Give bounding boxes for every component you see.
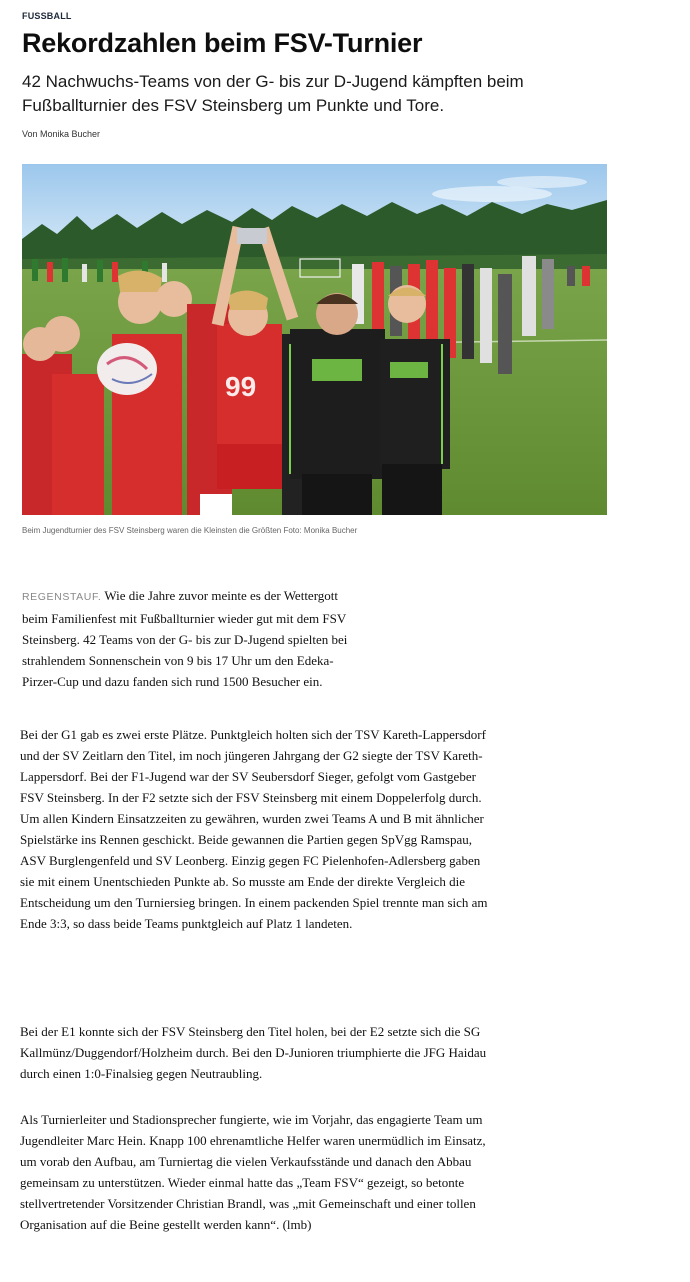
category-kicker[interactable]: FUSSBALL — [22, 11, 72, 21]
body-paragraph-2: Bei der G1 gab es zwei erste Plätze. Punktgleich holten sich der TSV Kareth-Lappersdorf und der SV Zeitlarn den Titel, im noch jüngeren Jahrgang der G2 siegte der TSV Kareth-Lappersdorf. Bei der F1-Jugend war der SV Seubersdorf Sieger, gefolgt vom Gastgeber FSV Steinsberg. In der F2 setzte sich der FSV Steinsberg mit einem Doppelerfolg durch. Um allen Kindern Einsatzzeiten zu gewähren, wurden zwei Teams A und B mit ähnlicher Spielstärke ins Rennen geschickt. Beide gewannen die Partien gegen SpVgg Ramspau, ASV Burglengenfeld und SV Leonberg. Einzig gegen FC Pielenhofen-Adlersberg gaben sie mit einem Unentschieden Punkte ab. So musste am Ende der direkte Vergleich die Entscheidung um den Turniersieg bringen. In einem packenden Spiel trennte man sich am Ende 3:3, so dass beide Teams punktgleich auf Platz 1 landeten. — [20, 727, 488, 931]
body-paragraph-3: Bei der E1 konnte sich der FSV Steinsberg den Titel holen, bei der E2 setzte sich die SG Kallmünz/Duggendorf/Holzheim durch. Bei den D-Junioren triumphierte die JFG Haidau durch einen 1:0-Finalsieg gegen Neutraubling. — [20, 1024, 487, 1081]
body-paragraph-1 — [22, 585, 367, 692]
article-photo[interactable] — [22, 164, 607, 515]
dateline: REGENSTAUF. — [22, 591, 102, 603]
paragraph-1-text: Wie die Jahre zuvor meinte es der Wettergott beim Familienfest mit Fußballturnier wieder gut mit dem FSV Steinsberg. 42 Teams von der G- bis zur D-Jugend spielten bei strahlendem Sonnenschein von 9 bis 17 Uhr um den Edeka-Pirzer-Cup und dazu fanden sich rund 1500 Besucher ein. — [22, 588, 348, 689]
svg-text:99: 99 — [225, 371, 257, 402]
subline: 42 Nachwuchs-Teams von der G- bis zur D-Jugend kämpften beim Fußballturnier des FSV Steinsberg um Punkte und Tore. — [22, 72, 524, 115]
body-paragraph-4: Als Turnierleiter und Stadionsprecher fungierte, wie im Vorjahr, das engagierte Team um Jugendleiter Marc Hein. Knapp 100 ehrenamtliche Helfer waren unermüdlich im Einsatz, um vorab den Aufbau, am Turniertag die vielen Verkaufsstände und danach den Abbau gemeinsam zu unterstützen. Wieder einmal hatte das „Team FSV“ gezeigt, so betonte stellvertretender Vorsitzender Christian Brandl, was „mit Gemeinschaft und einer tollen Organisation auf die Beine gestellt werden kann“. (lmb) — [20, 1112, 486, 1232]
photo-caption: Beim Jugendturnier des FSV Steinsberg waren die Kleinsten die Größten Foto: Monika Bucher — [22, 526, 358, 535]
headline: Rekordzahlen beim FSV-Turnier — [22, 28, 423, 58]
byline: Von Monika Bucher — [22, 129, 101, 139]
